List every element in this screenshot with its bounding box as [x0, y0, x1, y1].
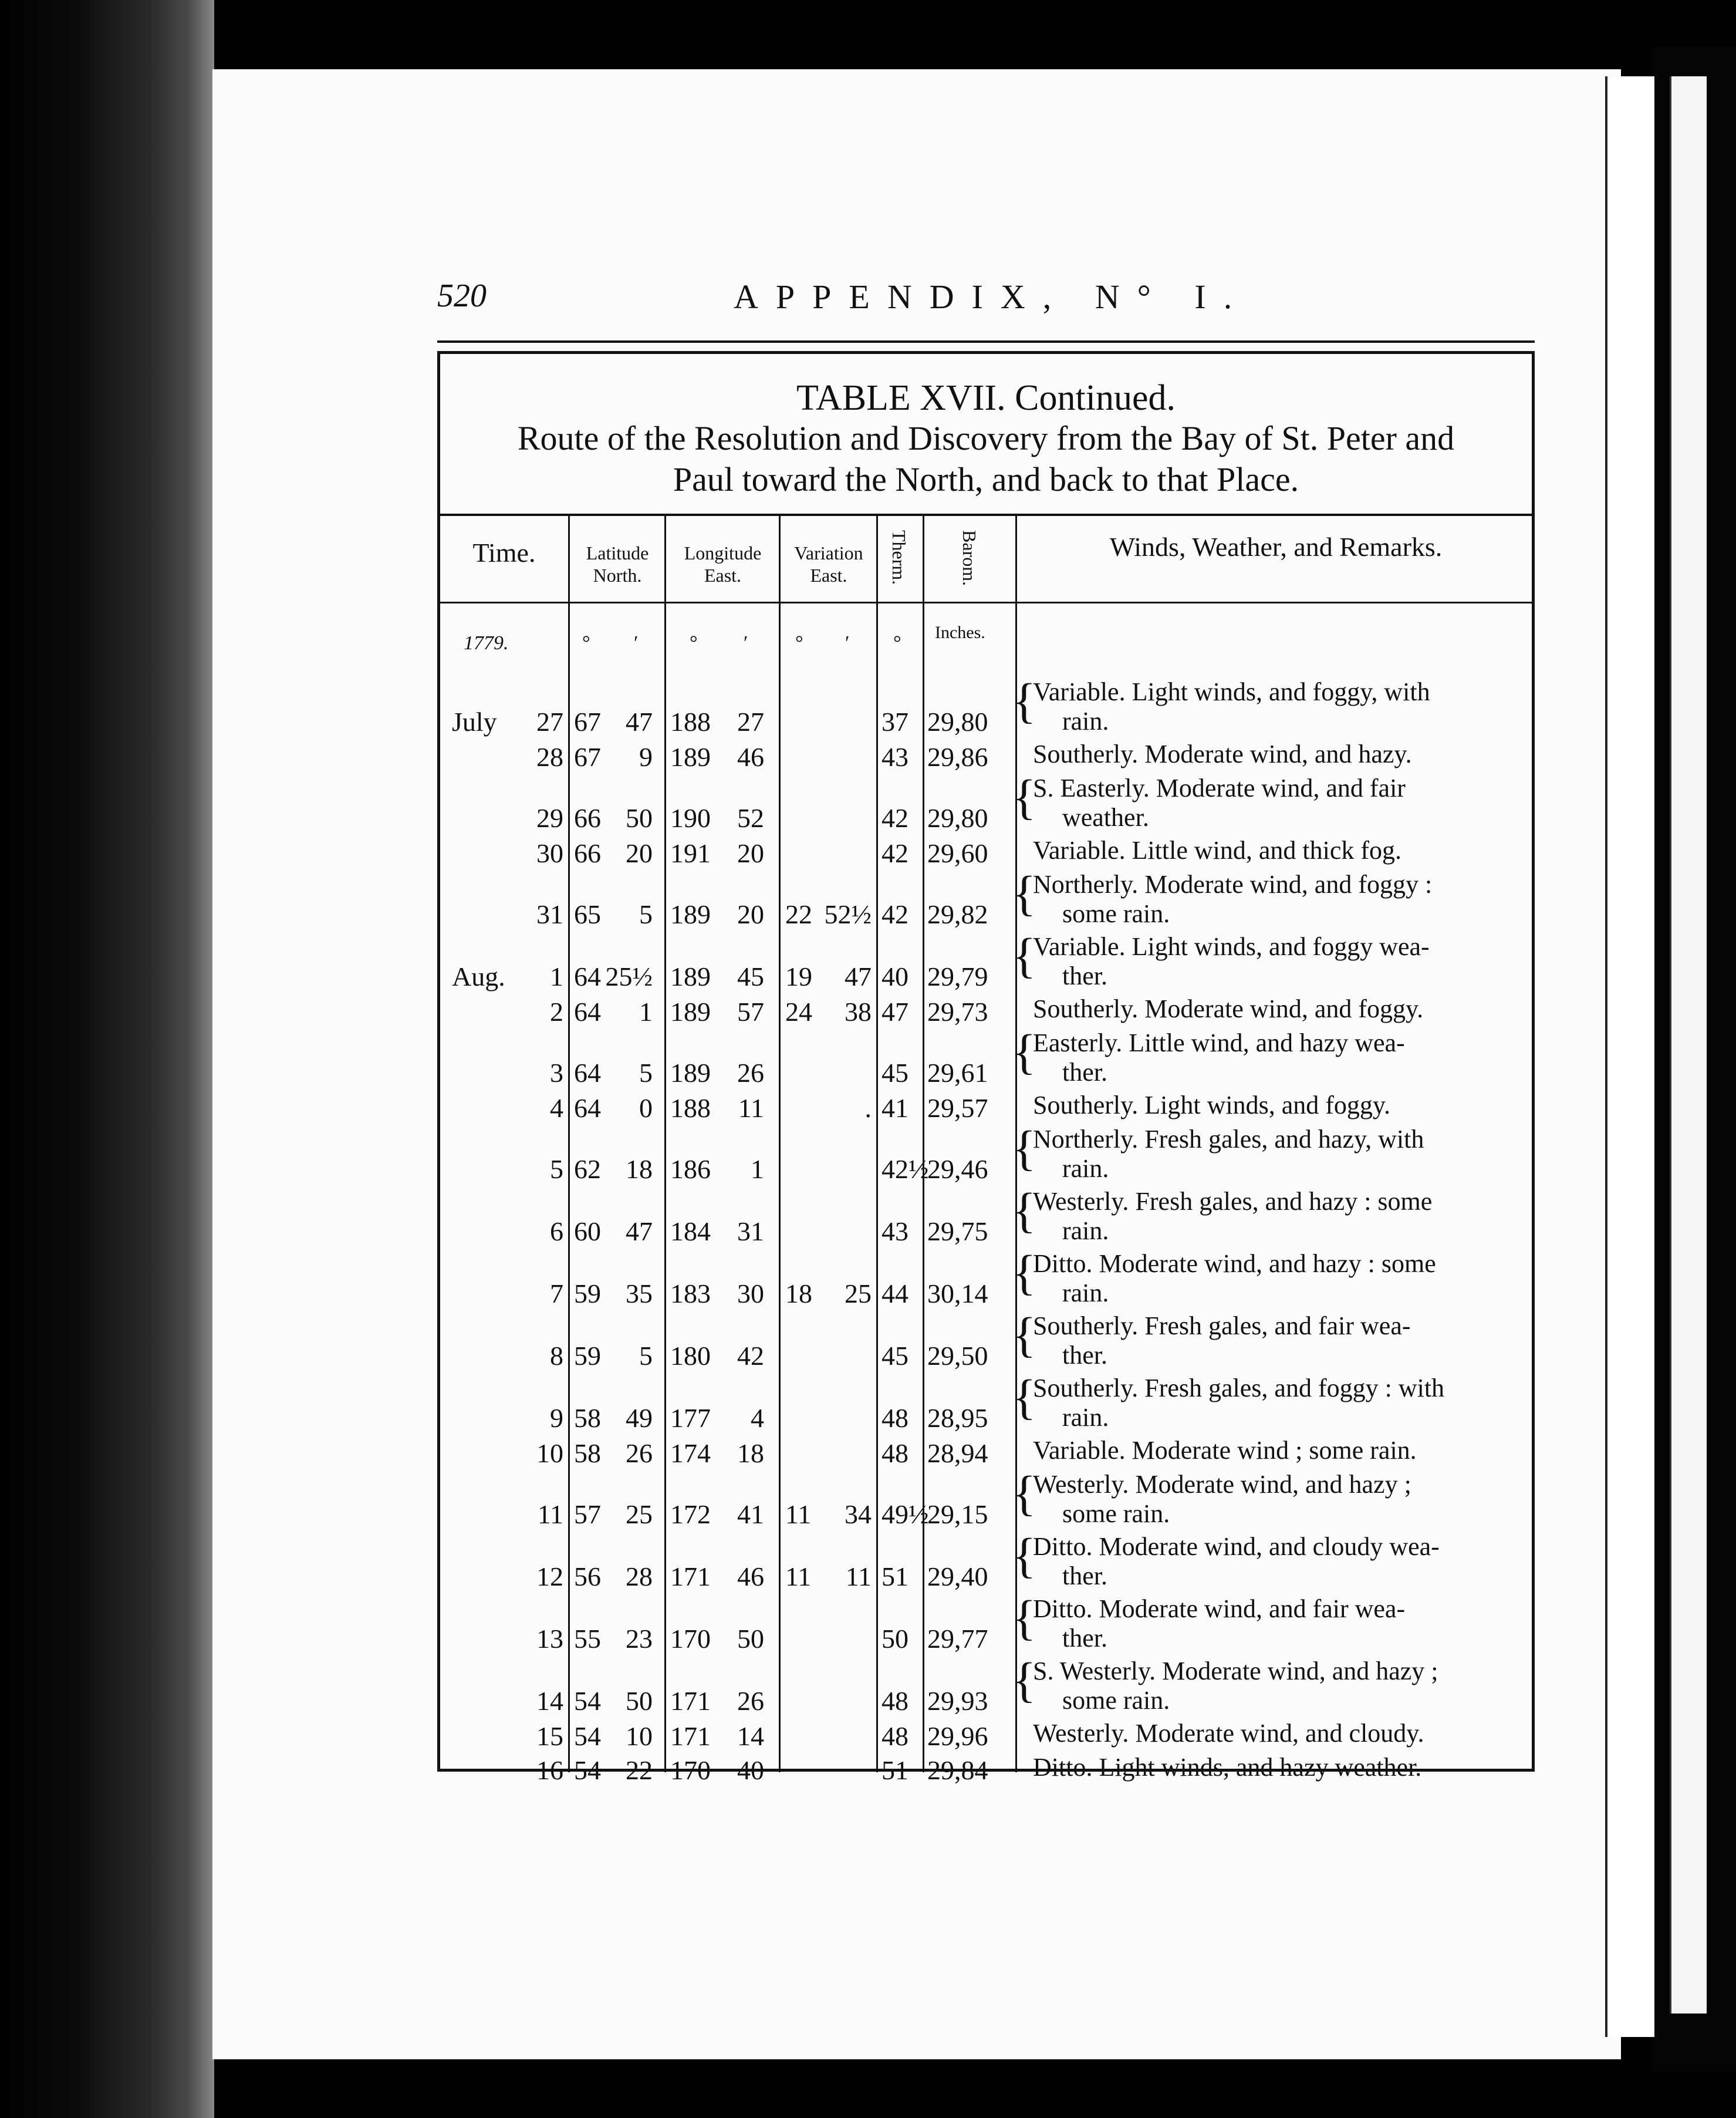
- cell-therm: 45: [881, 1058, 908, 1088]
- cell-day: 7: [550, 1279, 563, 1308]
- cell-barom: 29,82: [927, 899, 988, 929]
- cell-lat-deg: 64: [574, 1093, 601, 1123]
- cell-lat-min: 1: [639, 997, 653, 1027]
- remark-brace: {: [1012, 1308, 1036, 1362]
- cell-barom: 29,46: [927, 1154, 988, 1184]
- cell-var-min: 25: [845, 1279, 872, 1308]
- header-remarks: Winds, Weather, and Remarks.: [1109, 532, 1443, 562]
- cell-lat-deg: 67: [574, 742, 601, 772]
- cell-lat-min: 35: [626, 1279, 653, 1308]
- cell-lon-deg: 171: [670, 1686, 711, 1716]
- table-subtitle-line2: Paul toward the North, and back to that Place.: [673, 460, 1299, 498]
- remark-line2: ther.: [1062, 962, 1107, 990]
- cell-var-min: 11: [845, 1561, 872, 1591]
- cell-therm: 45: [881, 1341, 908, 1371]
- cell-lon-min: 14: [737, 1721, 764, 1751]
- cell-lon-deg: 180: [670, 1341, 711, 1371]
- col-divider: [664, 516, 666, 1772]
- top-rule: [437, 340, 1535, 343]
- year-label: 1779.: [464, 632, 509, 654]
- remark-line2: rain.: [1062, 1216, 1109, 1245]
- cell-lat-deg: 55: [574, 1624, 601, 1654]
- cell-barom: 29,80: [927, 803, 988, 833]
- cell-lon-min: 45: [737, 962, 764, 991]
- header-latitude: Latitude North.: [586, 542, 649, 586]
- cell-lat-min: 50: [626, 1686, 653, 1716]
- cell-barom: 29,93: [927, 1686, 988, 1716]
- cell-therm: 42½: [881, 1154, 929, 1184]
- cell-therm: 48: [881, 1403, 908, 1433]
- cell-lat-deg: 56: [574, 1561, 601, 1591]
- cell-barom: 29,75: [927, 1216, 988, 1246]
- remark-line1: Southerly. Moderate wind, and foggy.: [1033, 994, 1424, 1023]
- cell-lat-min: 22: [626, 1755, 653, 1785]
- cell-lon-deg: 189: [670, 742, 711, 772]
- remark-brace: {: [1012, 674, 1036, 729]
- cell-day: 1: [550, 962, 563, 991]
- remark-line2: rain.: [1062, 707, 1109, 736]
- cell-lon-deg: 183: [670, 1279, 711, 1308]
- header-variation: Variation East.: [794, 542, 863, 586]
- remark-line1: Ditto. Light winds, and hazy weather.: [1033, 1753, 1422, 1782]
- remark-line1: Variable. Light winds, and foggy wea-: [1033, 932, 1430, 961]
- header-longitude: Longitude East.: [684, 542, 762, 586]
- cell-lon-min: 4: [751, 1403, 764, 1433]
- cell-barom: 29,77: [927, 1624, 988, 1654]
- cell-barom: 29,60: [927, 838, 988, 868]
- cell-therm: 42: [881, 899, 908, 929]
- cell-lat-deg: 67: [574, 707, 601, 737]
- cell-lat-min: 5: [639, 1341, 653, 1371]
- cell-lon-min: 11: [738, 1093, 764, 1123]
- cell-day: 14: [536, 1686, 563, 1716]
- cell-lon-deg: 174: [670, 1438, 711, 1468]
- cell-lon-min: 52: [737, 803, 764, 833]
- cell-lon-min: 26: [737, 1058, 764, 1088]
- cell-lat-deg: 62: [574, 1154, 601, 1184]
- page-fore-edge: [1605, 76, 1654, 2037]
- col-divider: [923, 516, 924, 1772]
- remark-line1: S. Easterly. Moderate wind, and fair: [1033, 774, 1406, 802]
- var-degree-unit: °: [795, 632, 803, 654]
- cell-lat-min: 25: [626, 1499, 653, 1529]
- cell-var-min: 34: [845, 1499, 872, 1529]
- cell-lat-min: 25½: [605, 962, 653, 991]
- cell-lon-deg: 188: [670, 1093, 711, 1123]
- cell-var-deg: 22: [785, 899, 812, 929]
- cell-lat-deg: 58: [574, 1403, 601, 1433]
- remark-line2: ther.: [1062, 1561, 1107, 1590]
- cell-lat-min: 5: [639, 899, 653, 929]
- cell-lat-deg: 64: [574, 997, 601, 1027]
- cell-lon-deg: 172: [670, 1499, 711, 1529]
- cell-lat-min: 49: [626, 1403, 653, 1433]
- remark-line2: rain.: [1062, 1279, 1109, 1307]
- remark-line2: rain.: [1062, 1154, 1109, 1183]
- cell-lon-min: 42: [737, 1341, 764, 1371]
- cell-therm: 50: [881, 1624, 908, 1654]
- cell-day: 11: [537, 1499, 563, 1529]
- running-title: APPENDIX, N° I.: [734, 278, 1250, 316]
- caption-rule: [440, 514, 1532, 516]
- cell-day: 6: [550, 1216, 563, 1246]
- var-minute-unit: ′: [845, 632, 850, 654]
- cell-barom: 29,80: [927, 707, 988, 737]
- cell-month: Aug.: [452, 962, 505, 991]
- cell-lat-min: 10: [626, 1721, 653, 1751]
- cell-lat-min: 23: [626, 1624, 653, 1654]
- cell-var-deg: 19: [785, 962, 812, 991]
- col-divider: [568, 516, 570, 1772]
- cell-lat-min: 47: [626, 707, 653, 737]
- cell-lon-deg: 171: [670, 1561, 711, 1591]
- cell-lon-deg: 188: [670, 707, 711, 737]
- cell-therm: 47: [881, 997, 908, 1027]
- page-number: 520: [437, 278, 487, 314]
- cell-lon-deg: 189: [670, 997, 711, 1027]
- remark-line1: Southerly. Moderate wind, and hazy.: [1033, 740, 1412, 768]
- cell-lon-min: 18: [737, 1438, 764, 1468]
- remark-brace: {: [1012, 1529, 1036, 1583]
- cell-lon-deg: 184: [670, 1216, 711, 1246]
- cell-therm: 48: [881, 1721, 908, 1751]
- cell-lat-min: 5: [639, 1058, 653, 1088]
- cell-var-min: 47: [845, 962, 872, 991]
- cell-lat-deg: 66: [574, 838, 601, 868]
- remark-line1: Ditto. Moderate wind, and fair wea-: [1033, 1594, 1406, 1623]
- cell-therm: 43: [881, 742, 908, 772]
- cell-day: 4: [550, 1093, 563, 1123]
- cell-therm: 48: [881, 1438, 908, 1468]
- cell-var-min: 52½: [824, 899, 872, 929]
- cell-lat-min: 18: [626, 1154, 653, 1184]
- cell-barom: 29,57: [927, 1093, 988, 1123]
- cell-lat-deg: 54: [574, 1686, 601, 1716]
- remark-line1: Westerly. Fresh gales, and hazy : some: [1033, 1187, 1433, 1216]
- cell-lat-min: 28: [626, 1561, 653, 1591]
- cell-lon-deg: 189: [670, 1058, 711, 1088]
- cell-lat-deg: 59: [574, 1341, 601, 1371]
- cell-barom: 29,61: [927, 1058, 988, 1088]
- cell-lon-min: 40: [737, 1755, 764, 1785]
- cell-lon-min: 31: [737, 1216, 764, 1246]
- cell-lat-deg: 59: [574, 1279, 601, 1308]
- cell-lon-min: 26: [737, 1686, 764, 1716]
- remark-line2: some rain.: [1062, 1686, 1170, 1715]
- remark-brace: {: [1012, 866, 1036, 921]
- remark-brace: {: [1012, 770, 1036, 825]
- remark-brace: {: [1012, 1246, 1036, 1300]
- remark-line1: Westerly. Moderate wind, and hazy ;: [1033, 1470, 1411, 1499]
- remark-brace: {: [1012, 1466, 1036, 1521]
- remark-line1: Easterly. Little wind, and hazy wea-: [1033, 1028, 1405, 1057]
- cell-lat-deg: 54: [574, 1755, 601, 1785]
- remark-line1: Northerly. Fresh gales, and hazy, with: [1033, 1125, 1424, 1154]
- remark-line2: ther.: [1062, 1341, 1107, 1370]
- cell-day: 2: [550, 997, 563, 1027]
- cell-barom: 29,50: [927, 1341, 988, 1371]
- cell-barom: 29,73: [927, 997, 988, 1027]
- remark-line1: Southerly. Light winds, and foggy.: [1033, 1091, 1391, 1119]
- cell-day: 30: [536, 838, 563, 868]
- cell-var-min: .: [864, 1093, 872, 1123]
- lon-degree-unit: °: [690, 632, 698, 654]
- cell-day: 29: [536, 803, 563, 833]
- cell-lat-deg: 57: [574, 1499, 601, 1529]
- cell-barom: 30,14: [927, 1279, 988, 1308]
- col-divider: [876, 516, 878, 1772]
- remark-line1: Ditto. Moderate wind, and cloudy wea-: [1033, 1532, 1440, 1561]
- cell-lat-deg: 58: [574, 1438, 601, 1468]
- cell-day: 13: [536, 1624, 563, 1654]
- cell-therm: 40: [881, 962, 908, 991]
- cell-therm: 44: [881, 1279, 908, 1308]
- cell-var-min: 38: [845, 997, 872, 1027]
- cell-lat-deg: 66: [574, 803, 601, 833]
- cell-therm: 42: [881, 838, 908, 868]
- cell-lon-min: 20: [737, 899, 764, 929]
- header-therm: Therm.: [889, 530, 910, 585]
- cell-lon-deg: 189: [670, 962, 711, 991]
- cell-therm: 41: [881, 1093, 908, 1123]
- cell-lat-min: 9: [639, 742, 653, 772]
- remark-line1: Northerly. Moderate wind, and foggy :: [1033, 870, 1433, 899]
- remark-line2: weather.: [1062, 803, 1149, 832]
- cell-lon-deg: 171: [670, 1721, 711, 1751]
- cell-barom: 28,95: [927, 1403, 988, 1433]
- cell-barom: 29,86: [927, 742, 988, 772]
- cell-day: 31: [536, 899, 563, 929]
- cell-barom: 29,40: [927, 1561, 988, 1591]
- remark-line2: some rain.: [1062, 1499, 1170, 1528]
- cell-lon-deg: 170: [670, 1624, 711, 1654]
- cell-therm: 51: [881, 1561, 908, 1591]
- next-page-edge: [1670, 76, 1707, 2014]
- cell-day: 12: [536, 1561, 563, 1591]
- cell-lon-deg: 189: [670, 899, 711, 929]
- cell-lon-min: 41: [737, 1499, 764, 1529]
- cell-lon-min: 1: [751, 1154, 764, 1184]
- remark-line2: ther.: [1062, 1624, 1107, 1652]
- cell-month: July: [452, 707, 497, 737]
- cell-lat-deg: 65: [574, 899, 601, 929]
- cell-barom: 29,96: [927, 1721, 988, 1751]
- remark-line2: ther.: [1062, 1058, 1107, 1087]
- cell-day: 3: [550, 1058, 563, 1088]
- cell-lon-min: 27: [737, 707, 764, 737]
- cell-therm: 51: [881, 1755, 908, 1785]
- cell-lat-deg: 64: [574, 1058, 601, 1088]
- cell-therm: 42: [881, 803, 908, 833]
- cell-day: 28: [536, 742, 563, 772]
- cell-day: 10: [536, 1438, 563, 1468]
- cell-day: 8: [550, 1341, 563, 1371]
- remark-line2: some rain.: [1062, 899, 1170, 928]
- remark-line1: S. Westerly. Moderate wind, and hazy ;: [1033, 1657, 1438, 1685]
- remark-line1: Ditto. Moderate wind, and hazy : some: [1033, 1249, 1436, 1278]
- data-table: [437, 351, 1535, 1785]
- cell-var-deg: 18: [785, 1279, 812, 1308]
- cell-lon-min: 30: [737, 1279, 764, 1308]
- cell-day: 15: [536, 1721, 563, 1751]
- cell-lat-min: 26: [626, 1438, 653, 1468]
- table-title: TABLE XVII. Continued.: [796, 378, 1176, 418]
- cell-lon-min: 57: [737, 997, 764, 1027]
- remark-line1: Variable. Moderate wind ; some rain.: [1033, 1436, 1417, 1465]
- header-time: Time.: [472, 538, 536, 568]
- table-subtitle-line1: Route of the Resolution and Discovery from the Bay of St. Peter and: [517, 419, 1455, 457]
- cell-barom: 28,94: [927, 1438, 988, 1468]
- remark-brace: {: [1012, 1025, 1036, 1080]
- cell-var-deg: 11: [785, 1499, 812, 1529]
- remark-brace: {: [1012, 1370, 1036, 1425]
- cell-barom: 29,84: [927, 1755, 988, 1785]
- cell-lon-deg: 170: [670, 1755, 711, 1785]
- cell-lon-min: 46: [737, 742, 764, 772]
- cell-day: 16: [536, 1755, 563, 1785]
- cell-barom: 29,15: [927, 1499, 988, 1529]
- cell-therm: 48: [881, 1686, 908, 1716]
- cell-lon-min: 46: [737, 1561, 764, 1591]
- running-head: [0, 277, 1736, 324]
- cell-therm: 49½: [881, 1499, 929, 1529]
- col-divider: [779, 516, 781, 1772]
- cell-lat-min: 50: [626, 803, 653, 833]
- remark-brace: {: [1012, 1653, 1036, 1708]
- remark-line1: Southerly. Fresh gales, and fair wea-: [1033, 1311, 1411, 1340]
- barom-inches-unit: Inches.: [935, 623, 985, 642]
- remark-line1: Southerly. Fresh gales, and foggy : with: [1033, 1374, 1445, 1402]
- cell-lat-deg: 64: [574, 962, 601, 991]
- remark-brace: {: [1012, 1121, 1036, 1176]
- cell-therm: 43: [881, 1216, 908, 1246]
- cell-therm: 37: [881, 707, 908, 737]
- cell-lat-min: 0: [639, 1093, 653, 1123]
- cell-lat-min: 20: [626, 838, 653, 868]
- header-barom: Barom.: [959, 530, 980, 586]
- cell-lat-deg: 60: [574, 1216, 601, 1246]
- lon-minute-unit: ′: [744, 632, 748, 654]
- header-rule: [440, 602, 1532, 603]
- therm-degree-unit: °: [893, 632, 901, 654]
- cell-day: 9: [550, 1403, 563, 1433]
- cell-lon-min: 20: [737, 838, 764, 868]
- lat-degree-unit: °: [582, 632, 590, 654]
- remark-brace: {: [1012, 929, 1036, 983]
- cell-var-deg: 11: [785, 1561, 812, 1591]
- cell-lat-deg: 54: [574, 1721, 601, 1751]
- lat-minute-unit: ′: [634, 632, 639, 654]
- cell-lat-min: 47: [626, 1216, 653, 1246]
- cell-lon-deg: 177: [670, 1403, 711, 1433]
- remark-line1: Westerly. Moderate wind, and cloudy.: [1033, 1719, 1424, 1748]
- cell-lon-deg: 191: [670, 838, 711, 868]
- cell-day: 5: [550, 1154, 563, 1184]
- cell-lon-deg: 190: [670, 803, 711, 833]
- remark-line2: rain.: [1062, 1403, 1109, 1432]
- cell-day: 27: [536, 707, 563, 737]
- cell-barom: 29,79: [927, 962, 988, 991]
- cell-lon-min: 50: [737, 1624, 764, 1654]
- remark-brace: {: [1012, 1183, 1036, 1238]
- cell-var-deg: 24: [785, 997, 812, 1027]
- remark-line1: Variable. Light winds, and foggy, with: [1033, 677, 1430, 706]
- remark-line1: Variable. Little wind, and thick fog.: [1033, 836, 1402, 865]
- remark-brace: {: [1012, 1591, 1036, 1645]
- cell-lon-deg: 186: [670, 1154, 711, 1184]
